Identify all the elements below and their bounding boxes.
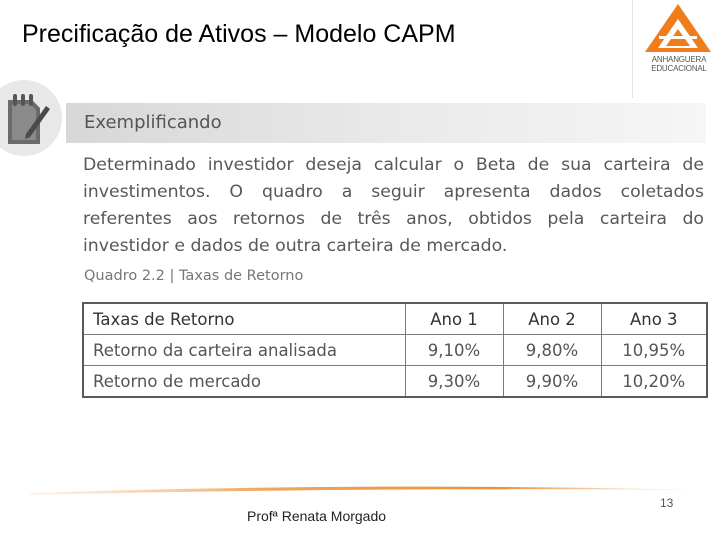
- footer-author: Profª Renata Morgado: [247, 508, 387, 524]
- slide-title: Precificação de Ativos – Modelo CAPM: [22, 20, 456, 48]
- table-header-cell: Ano 2: [503, 303, 601, 335]
- table-cell: 10,95%: [601, 335, 707, 366]
- table-cell: 9,30%: [405, 366, 503, 398]
- table-caption: Quadro 2.2 | Taxas de Retorno: [84, 268, 304, 284]
- section-title: Exemplificando: [84, 112, 222, 133]
- table-header-cell: Ano 1: [405, 303, 503, 335]
- table-row: [83, 366, 707, 398]
- table-cell: Retorno da carteira analisada: [83, 335, 405, 366]
- notepad-pencil-icon: [0, 90, 52, 150]
- table-row: [83, 335, 707, 366]
- table-cell: 10,20%: [601, 366, 707, 398]
- table-header-row: [83, 303, 707, 335]
- table-cell: 9,90%: [503, 366, 601, 398]
- table-header-cell: Ano 3: [601, 303, 707, 335]
- anhanguera-triangle-icon: [643, 2, 713, 54]
- table-cell: 9,10%: [405, 335, 503, 366]
- logo-text-line-1: ANHANGUERA: [651, 55, 707, 64]
- table-cell: Retorno de mercado: [83, 366, 405, 398]
- logo-text-line-2: EDUCACIONAL: [651, 64, 707, 73]
- body-paragraph: Determinado investidor deseja calcular o Beta de sua carteira de investimentos. O quadro a seguir apresenta dados coletados referentes aos retornos de três anos, obtidos pela carteira do investidor e dados de outra carteira de mercado.: [83, 155, 704, 256]
- page-number: 13: [660, 496, 674, 510]
- returns-table: [82, 302, 708, 398]
- footer-swoosh: [30, 480, 700, 500]
- anhanguera-logo: [632, 0, 720, 98]
- table-header-cell: Taxas de Retorno: [83, 303, 405, 335]
- table-cell: 9,80%: [503, 335, 601, 366]
